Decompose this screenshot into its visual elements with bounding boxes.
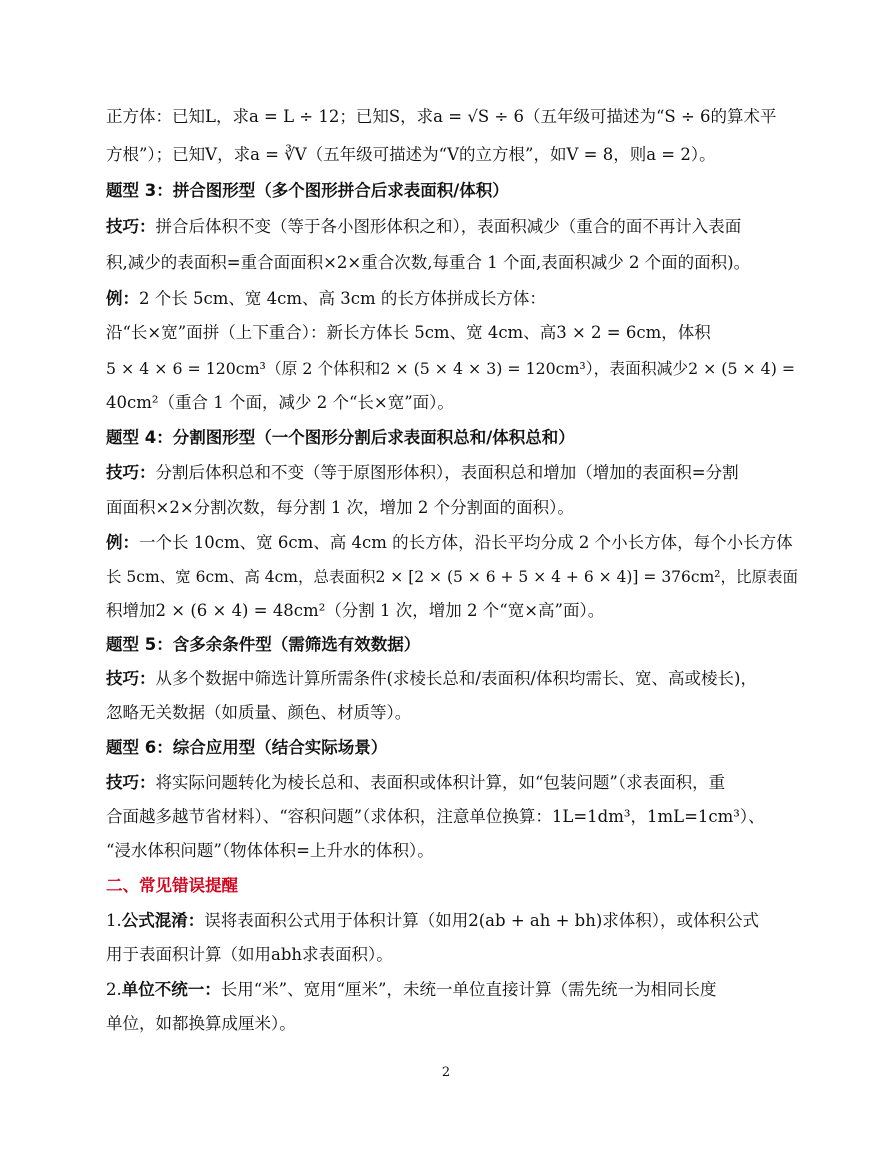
text-line: 沿“长×宽”面拼（上下重合）：新长方体长 5cm、宽 4cm、高3 × 2 = 6cm，体积 [106, 323, 711, 342]
tip-label: 技巧： [106, 217, 156, 236]
tip-label: 技巧： [106, 669, 156, 688]
section-heading-common-errors: 二、常见错误提醒 [106, 876, 238, 895]
tip-line: 技巧：分割后体积总和不变（等于原图形体积），表面积总和增加（增加的表面积=分割 [106, 463, 739, 482]
text-line: 5 × 4 × 6 = 120cm³（原 2 个体积和2 × (5 × 4 × 3) = 120cm³），表面积减少2 × (5 × 4) = [106, 359, 796, 378]
text-line: 用于表面积计算（如用abh求表面积）。 [106, 945, 393, 964]
example-line: 例：一个长 10cm、宽 6cm、高 4cm 的长方体，沿长平均分成 2 个小长方体，每个小长方体 [106, 533, 793, 552]
list-item: 2.单位不统一：长用“米”、宽用“厘米”，未统一单位直接计算（需先统一为相同长度 [106, 980, 717, 999]
text-line: 长 5cm、宽 6cm、高 4cm，总表面积2 × [2 × (5 × 6 + 5 × 4 + 6 × 4)] = 376cm²，比原表面 [106, 568, 798, 586]
tip-line: 技巧：将实际问题转化为棱长总和、表面积或体积计算，如“包装问题”（求表面积，重 [106, 773, 726, 792]
text-line: 正方体：已知L，求a = L ÷ 12；已知S，求a = √S ÷ 6（五年级可描述为“S ÷ 6的算术平 [106, 107, 777, 126]
text-line: 合面越多越节省材料）、“容积问题”（求体积，注意单位换算：1L=1dm³，1mL=1cm³）、 [106, 807, 765, 826]
text-line: 忽略无关数据（如质量、颜色、材质等）。 [106, 703, 412, 722]
tip-label: 技巧： [106, 463, 156, 482]
tip-line: 技巧：拼合后体积不变（等于各小图形体积之和），表面积减少（重合的面不再计入表面 [106, 217, 742, 236]
text-line: 积增加2 × (6 × 4) = 48cm²（分割 1 次，增加 2 个“宽×高”面）。 [106, 601, 605, 620]
section-heading-type4: 题型 4：分割图形型（一个图形分割后求表面积总和/体积总和） [106, 428, 575, 447]
list-item-label: 单位不统一： [121, 980, 221, 999]
list-item-label: 公式混淆： [121, 911, 205, 930]
section-heading-type3: 题型 3：拼合图形型（多个图形拼合后求表面积/体积） [106, 181, 509, 200]
section-heading-type5: 题型 5：含多余条件型（需筛选有效数据） [106, 635, 421, 654]
example-label: 例： [106, 533, 139, 552]
text-line: 积,减少的表面积=重合面面积×2×重合次数,每重合 1 个面,表面积减少 2 个面的面积)。 [106, 253, 751, 272]
text-line: “浸水体积问题”（物体体积=上升水的体积）。 [106, 841, 434, 860]
page-number: 2 [441, 1065, 451, 1080]
tip-label: 技巧： [106, 773, 156, 792]
example-label: 例： [106, 289, 139, 308]
list-number: 2. [106, 980, 122, 999]
section-heading-type6: 题型 6：综合应用型（结合实际场景） [106, 738, 388, 757]
text-line: 单位，如都换算成厘米）。 [106, 1014, 296, 1033]
tip-line: 技巧：从多个数据中筛选计算所需条件(求棱长总和/表面积/体积均需长、宽、高或棱长)， [106, 669, 757, 688]
text-line: 方根”）；已知V，求a = ∛V（五年级可描述为“V的立方根”，如V = 8，则a = 2）。 [106, 145, 716, 164]
text-line: 40cm²（重合 1 个面，减少 2 个“长×宽”面）。 [106, 393, 454, 412]
list-item: 1.公式混淆：误将表面积公式用于体积计算（如用2(ab + ah + bh)求体积），或体积公式 [106, 911, 760, 930]
example-line: 例：2 个长 5cm、宽 4cm、高 3cm 的长方体拼成长方体： [106, 289, 546, 308]
text-line: 面面积×2×分割次数，每分割 1 次，增加 2 个分割面的面积）。 [106, 498, 574, 517]
list-number: 1. [106, 911, 122, 930]
